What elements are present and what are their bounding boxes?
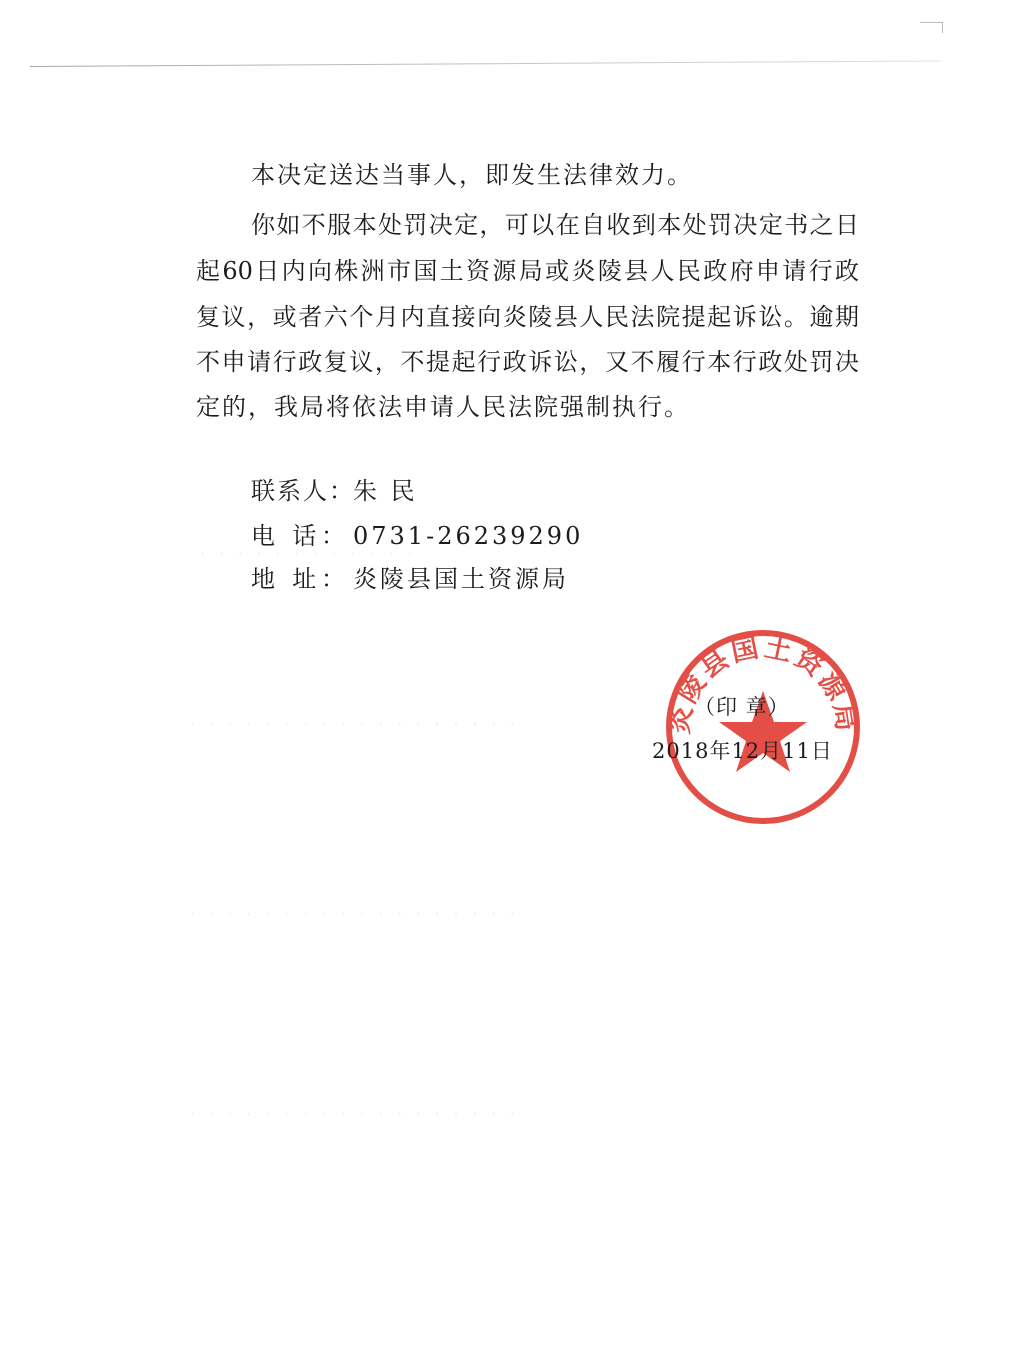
contact-address-label: 地 址： <box>251 565 347 593</box>
contact-phone-value: 0731-26239290 <box>353 522 584 550</box>
appeal-paragraph-line: 复议，或者六个月内直接向炎陵县人民法院提起诉讼。逾期 <box>196 303 859 331</box>
scan-edge <box>30 60 940 67</box>
bleed-through: · · · · · · · · · · · · <box>200 545 417 565</box>
bleed-through: · · · · · · · · · · · · · · · · · · <box>190 905 520 925</box>
bleed-through: · · · · · · · · · · · · · · · · · · <box>190 715 520 735</box>
seal-label: （印 章） <box>694 695 790 719</box>
issue-date: 2018年12月11日 <box>652 739 833 763</box>
bleed-through: · · · · · · · · · · · · · · · · · · <box>190 1105 520 1125</box>
appeal-paragraph-line: 不申请行政复议，不提起行政诉讼，又不履行本行政处罚决 <box>196 348 859 376</box>
effect-statement: 本决定送达当事人，即发生法律效力。 <box>251 161 693 189</box>
contact-address <box>251 564 569 594</box>
contact-phone <box>251 521 583 551</box>
appeal-paragraph-line: 你如不服本处罚决定，可以在自收到本处罚决定书之日 <box>251 211 859 239</box>
contact-person <box>251 476 418 506</box>
contact-address-value: 炎陵县国土资源局 <box>353 565 569 593</box>
scan-corner-mark <box>920 22 943 33</box>
contact-phone-label: 电 话： <box>251 522 347 550</box>
appeal-paragraph-line: 起60日内向株洲市国土资源局或炎陵县人民政府申请行政 <box>196 257 859 285</box>
contact-person-label: 联系人： <box>251 477 355 505</box>
official-seal <box>663 627 863 827</box>
appeal-paragraph-line: 定的，我局将依法申请人民法院强制执行。 <box>196 393 690 421</box>
contact-person-value: 朱 民 <box>353 477 418 505</box>
seal-text: 炎陵县国土资源局 <box>663 631 863 736</box>
